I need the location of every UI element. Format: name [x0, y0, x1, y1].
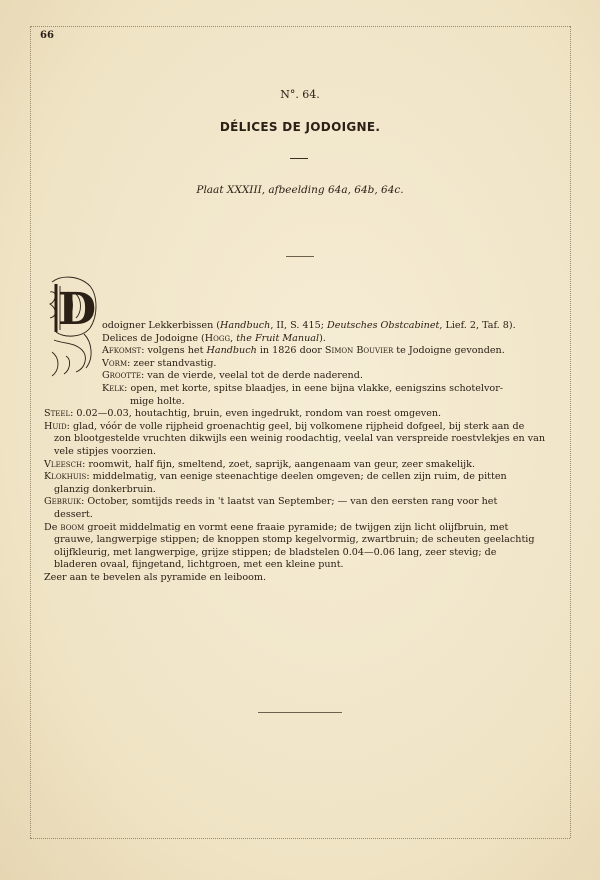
entry-kelk: Kelk: open, met korte, spitse blaadjes, in eene bijna vlakke, eenigszins schotelvor- [102, 382, 504, 394]
entry-final: Zeer aan te bevelen als pyramide en leiboom. [44, 571, 267, 583]
page-border-top [30, 26, 570, 27]
entry-huid: Huid: glad, vóór de volle rijpheid groenachtig geel, bij volkomene rijpheid dofgeel, bij sterk aan de [44, 420, 525, 432]
divider-short [290, 158, 308, 159]
synonym-line: odoigner Lekkerbissen (Handbuch, II, S. 415; Deutsches Obstcabinet, Lief. 2, Taf. 8). [102, 320, 516, 331]
plate-caption: Plaat XXXIII, afbeelding 64a, 64b, 64c. [196, 184, 404, 196]
divider-end [258, 712, 342, 713]
page-border-bottom [30, 838, 570, 839]
entry-boom: De boom groeit middelmatig en vormt eene fraaie pyramide; de twijgen zijn licht olijfbruin, met [44, 521, 509, 533]
plate-number: N°. 64. [280, 88, 320, 101]
page-border-right [570, 26, 571, 838]
entry-steel: Steel: 0.02—0.03, houtachtig, bruin, even ingedrukt, rondom van roest omgeven. [44, 408, 442, 420]
page-border-left [30, 26, 31, 838]
entry-huid-continued: vele stipjes voorzien. [54, 445, 157, 457]
initial-letter: D [58, 284, 97, 335]
entry-boom-continued: grauwe, langwerpige stippen; de knoppen stomp kegelvormig, zwartbruin; de scheuten geelachtig [54, 534, 535, 546]
entry-gebruik-continued: dessert. [54, 508, 93, 520]
entry-grootte: Grootte: van de vierde, veelal tot de derde naderend. [102, 370, 363, 382]
entry-klokhuis-continued: glanzig donkerbruin. [54, 483, 156, 495]
entry-afkomst: Afkomst: volgens het Handbuch in 1826 door Simon Bouvier te Jodoigne gevonden. [102, 345, 505, 357]
entry-klokhuis: Klokhuis: middelmatig, van eenige steenachtige deelen omgeven; de cellen zijn ruim, de pitten [44, 471, 507, 483]
entry-huid-continued: zon blootgestelde vruchten dikwijls een weinig roodachtig, veelal van verspreide roestvlekjes en van [54, 433, 546, 445]
page-number: 66 [40, 30, 54, 41]
description-text [44, 320, 556, 584]
entry-boom-continued: bladeren ovaal, fijngetand, lichtgroen, met een kleine punt. [54, 559, 344, 571]
entry-gebruik: Gebruik: October, somtijds reeds in 't laatst van September; — van den eersten rang voor het [44, 496, 498, 508]
page-title: DÉLICES DE JODOIGNE. [219, 120, 381, 134]
entry-vorm: Vorm: zeer standvastig. [102, 357, 217, 369]
entry-boom-continued: olijfkleurig, met langwerpige, grijze stippen; de bladstelen 0.04—0.06 lang, zeer stevig; de [54, 546, 497, 558]
divider-mid [286, 256, 314, 257]
entry-vleesch: Vleesch: roomwit, half fijn, smeltend, zoet, saprijk, aangenaam van geur, zeer smakelijk. [44, 458, 475, 470]
entry-kelk-continued: mige holte. [130, 395, 185, 407]
synonym-line: Delices de Jodoigne (Hogg, the Fruit Manual). [102, 332, 326, 344]
